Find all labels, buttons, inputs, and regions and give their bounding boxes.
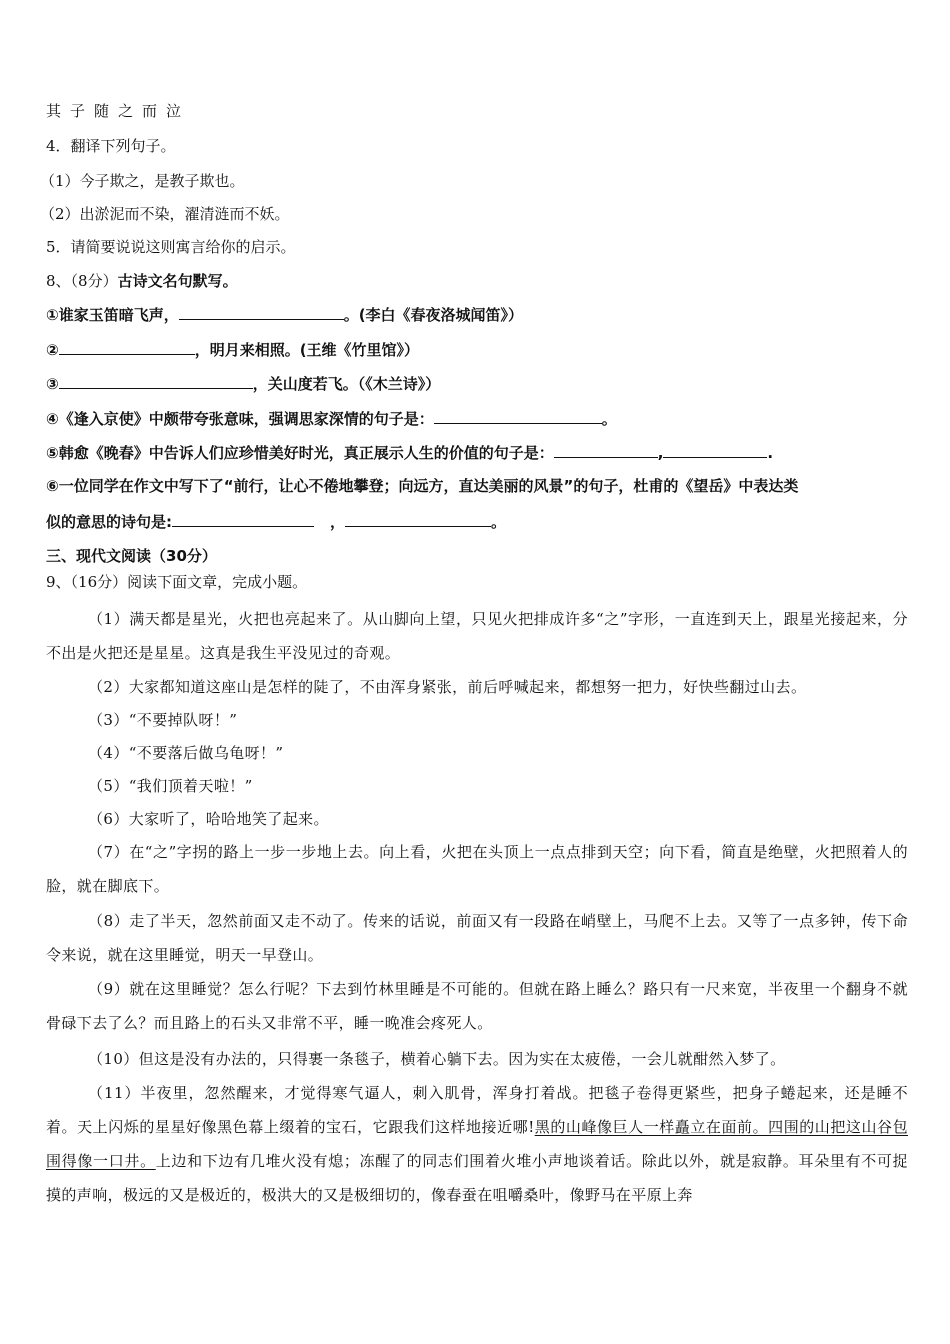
classical-text-line: 其子随之而泣 [46,102,191,120]
passage-paragraph-11 [46,1076,908,1212]
question-8-title: 古诗文名句默写。 [117,272,238,290]
fill-item-2-marker: ② [46,341,59,359]
question-8-score: 8、（8分） [46,272,118,290]
section-3-heading: 三、现代文阅读（30分） [46,547,217,565]
question-9: 9、（16分）阅读下面文章，完成小题。 [46,573,308,591]
passage-paragraph-4: （4）“不要落后做乌龟呀！” [88,744,284,762]
fill-item-4 [46,408,908,429]
fill-item-4-text: ④《逢入京使》中颇带夸张意味，强调思家深情的句子是： [46,410,434,428]
fill-item-6-comma: ， [330,513,346,531]
fill-item-1-text: ①谁家玉笛暗飞声， [46,306,179,324]
answer-blank[interactable] [554,442,658,458]
passage-paragraph-5: （5）“我们顶着天啦！” [88,777,253,795]
answer-blank[interactable] [179,304,344,320]
passage-paragraph-2: （2）大家都知道这座山是怎样的陡了，不由浑身紧张，前后呼喊起来，都想努一把力，好快些翻过山去。 [88,678,807,696]
passage-paragraph-3: （3）“不要掉队呀！” [88,711,238,729]
fill-item-4-end: 。 [601,410,617,428]
passage-paragraph-8: （8）走了半天，忽然前面又走不动了。传来的话说，前面又有一段路在峭壁上，马爬不上去。又等了一点多钟，传下命令来说，就在这里睡觉，明天一早登山。 [46,912,908,964]
fill-item-6-end: 。 [491,513,507,531]
fill-item-3-text: ，关山度若飞。（《木兰诗》） [252,375,441,393]
passage-paragraph-1: （1）满天都是星光，火把也亮起来了。从山脚向上望，只见火把排成许多“之”字形，一直连到天上，跟星光接起来，分不出是火把还是星星。这真是我生平没见过的奇观。 [46,610,908,662]
passage-paragraph-6: （6）大家听了，哈哈地笑了起来。 [88,810,329,828]
question-4-item-2: （2）出淤泥而不染，濯清涟而不妖。 [40,205,290,223]
answer-blank[interactable] [434,408,602,424]
fill-item-3-marker: ③ [46,375,59,393]
paragraph-11-text-a: （11）半夜里，忽然醒来，才觉得寒气逼人，刺入肌骨，浑身打着战。把毯子卷得更紧些，把身子蜷起来，还是睡不着。天上闪烁的星星好像黑色幕上缀着的宝石，它跟我们这样地接近哪! [46,1084,908,1136]
answer-blank[interactable] [663,442,767,458]
fill-item-3 [46,373,908,394]
answer-blank[interactable] [172,511,314,527]
fill-item-1 [46,304,908,325]
paragraph-11-text-b: 上边和下边有几堆火没有熄；冻醒了的同志们围着火堆小声地谈着话。除此以外，就是寂静。耳朵里有不可捉摸的声响，极远的又是极近的，极洪大的又是极细切的，像春蚕在咀嚼桑叶，像野马在平原上奔 [46,1152,908,1204]
fill-item-2 [46,339,908,360]
passage-paragraph-9: （9）就在这里睡觉？怎么行呢？下去到竹林里睡是不可能的。但就在路上睡么？路只有一尺来宽，半夜里一个翻身不就骨碌下去了么？而且路上的石头又非常不平，睡一晚准会疼死人。 [46,980,908,1032]
fill-item-5-comma: , [657,444,664,462]
question-8-heading [46,271,908,291]
fill-item-1-source: 。(李白《春夜洛城闻笛》） [343,306,524,324]
question-5: 5．请简要说说这则寓言给你的启示。 [46,238,296,256]
answer-blank[interactable] [345,511,491,527]
question-4-item-1: （1）今子欺之，是教子欺也。 [40,172,245,190]
fill-item-5 [46,442,908,463]
fill-item-5-text: ⑤韩愈《晚春》中告诉人们应珍惜美好时光，真正展示人生的价值的句子是： [46,444,554,462]
passage-paragraph-7: （7）在“之”字拐的路上一步一步地上去。向上看，火把在头顶上一点点排到天空；向下看，简直是绝壁，火把照着人的脸，就在脚底下。 [46,843,908,895]
fill-item-6-line-2 [46,511,908,532]
passage-paragraph-10: （10）但这是没有办法的，只得裹一条毯子，横着心躺下去。因为实在太疲倦，一会儿就酣然入梦了。 [88,1050,786,1068]
question-4: 4．翻译下列句子。 [46,137,176,155]
fill-item-6-text: 似的意思的诗句是: [46,513,172,531]
fill-item-5-end: . [767,444,774,462]
answer-blank[interactable] [59,339,195,355]
fill-item-2-text: ，明月来相照。(王维《竹里馆》） [194,341,420,359]
underlined-sentence: 黑的山峰像巨人一样矗立在面前。四围的山把这山谷包围得像一口井。 [46,1118,908,1170]
fill-item-6-line-1: ⑥一位同学在作文中写下了“前行，让心不倦地攀登；向远方，直达美丽的风景”的句子，杜甫的《望岳》中表达类 [46,477,799,495]
answer-blank[interactable] [59,373,253,389]
